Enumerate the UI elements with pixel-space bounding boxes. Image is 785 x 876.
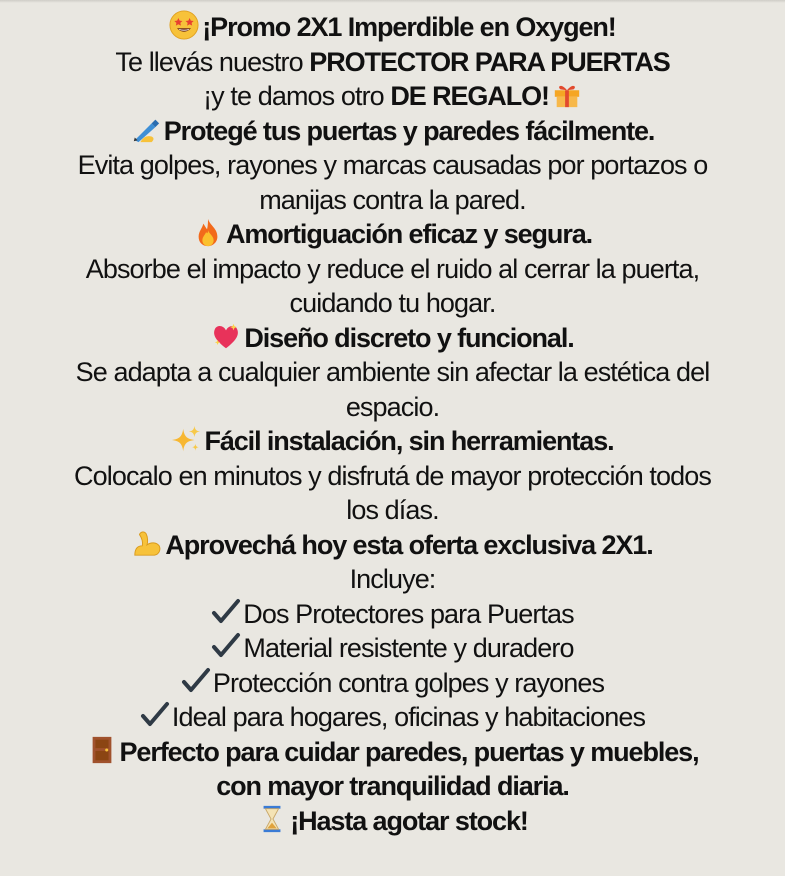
promo-intro-product: PROTECTOR PARA PUERTAS bbox=[309, 46, 670, 77]
closing-line-2: con mayor tranquilidad diaria. bbox=[216, 771, 569, 801]
star-struck-emoji-icon bbox=[169, 10, 199, 40]
offer-item-3 bbox=[0, 666, 785, 701]
offer-includes-label: Incluye: bbox=[349, 564, 436, 594]
promo-gift-line bbox=[0, 79, 785, 114]
feature-3-text-line-1: Se adapta a cualquier ambiente sin afectar la estética del bbox=[75, 357, 710, 387]
promo-gift-prefix: ¡y te damos otro bbox=[203, 81, 391, 111]
gift-emoji-icon bbox=[552, 79, 582, 109]
sparkling-heart-emoji-icon bbox=[211, 321, 241, 351]
top-edge-shadow bbox=[0, 0, 785, 3]
check-mark-icon bbox=[181, 667, 211, 695]
feature-4-text-line-1: Colocalo en minutos y disfrutá de mayor protección todos bbox=[74, 460, 711, 491]
promo-title: ¡Promo 2X1 Imperdible en Oxygen! bbox=[202, 12, 616, 42]
check-mark-icon bbox=[211, 598, 241, 626]
offer-heading: Aprovechá hoy esta oferta exclusiva 2X1. bbox=[165, 529, 653, 560]
fire-emoji-icon bbox=[193, 217, 223, 247]
promo-title-line bbox=[0, 10, 785, 45]
promo-intro-line bbox=[0, 45, 785, 80]
stock-line bbox=[0, 804, 785, 839]
check-mark-icon bbox=[140, 701, 170, 729]
offer-item-1-text: Dos Protectores para Puertas bbox=[243, 598, 574, 629]
flexed-biceps-emoji-icon bbox=[132, 528, 162, 558]
offer-item-2 bbox=[0, 631, 785, 666]
promo-intro-prefix: Te llevás nuestro bbox=[115, 46, 310, 77]
feature-2-heading: Amortiguación eficaz y segura. bbox=[225, 219, 593, 249]
sparkles-emoji-icon bbox=[171, 424, 201, 454]
feature-1-text-line-1: Evita golpes, rayones y marcas causadas por portazos o bbox=[77, 150, 708, 180]
offer-item-4 bbox=[0, 700, 785, 735]
door-emoji-icon bbox=[87, 735, 117, 765]
closing-text-1: Perfecto para cuidar paredes, puertas y muebles, bbox=[119, 736, 699, 767]
feature-2-heading-line bbox=[0, 217, 785, 252]
feature-3-heading: Diseño discreto y funcional. bbox=[244, 322, 574, 353]
feature-2-text-line-2: cuidando tu hogar. bbox=[289, 288, 496, 318]
offer-item-4-text: Ideal para hogares, oficinas y habitaciones bbox=[171, 702, 646, 732]
feature-1-text-line-2: manijas contra la pared. bbox=[259, 184, 526, 215]
offer-item-1 bbox=[0, 597, 785, 632]
offer-heading-line bbox=[0, 528, 785, 563]
feature-1-heading: Protegé tus puertas y paredes fácilmente. bbox=[163, 115, 655, 146]
offer-item-3-text: Protección contra golpes y rayones bbox=[212, 667, 605, 698]
promo-gift-bold: DE REGALO! bbox=[390, 81, 549, 111]
hourglass-emoji-icon bbox=[257, 804, 287, 834]
closing-line-1 bbox=[0, 735, 785, 770]
feature-3-heading-line bbox=[0, 321, 785, 356]
feature-2-text-line-1: Absorbe el impacto y reduce el ruido al cerrar la puerta, bbox=[85, 253, 700, 284]
writing-hand-emoji-icon bbox=[131, 114, 161, 144]
offer-item-2-text: Material resistente y duradero bbox=[243, 633, 574, 663]
check-mark-icon bbox=[211, 632, 241, 660]
feature-4-heading-line bbox=[0, 424, 785, 459]
feature-4-text-line-2: los días. bbox=[346, 495, 439, 525]
stock-text: ¡Hasta agotar stock! bbox=[290, 805, 528, 836]
feature-4-heading: Fácil instalación, sin herramientas. bbox=[204, 426, 614, 456]
feature-1-heading-line bbox=[0, 114, 785, 149]
feature-3-text-line-2: espacio. bbox=[345, 391, 440, 422]
